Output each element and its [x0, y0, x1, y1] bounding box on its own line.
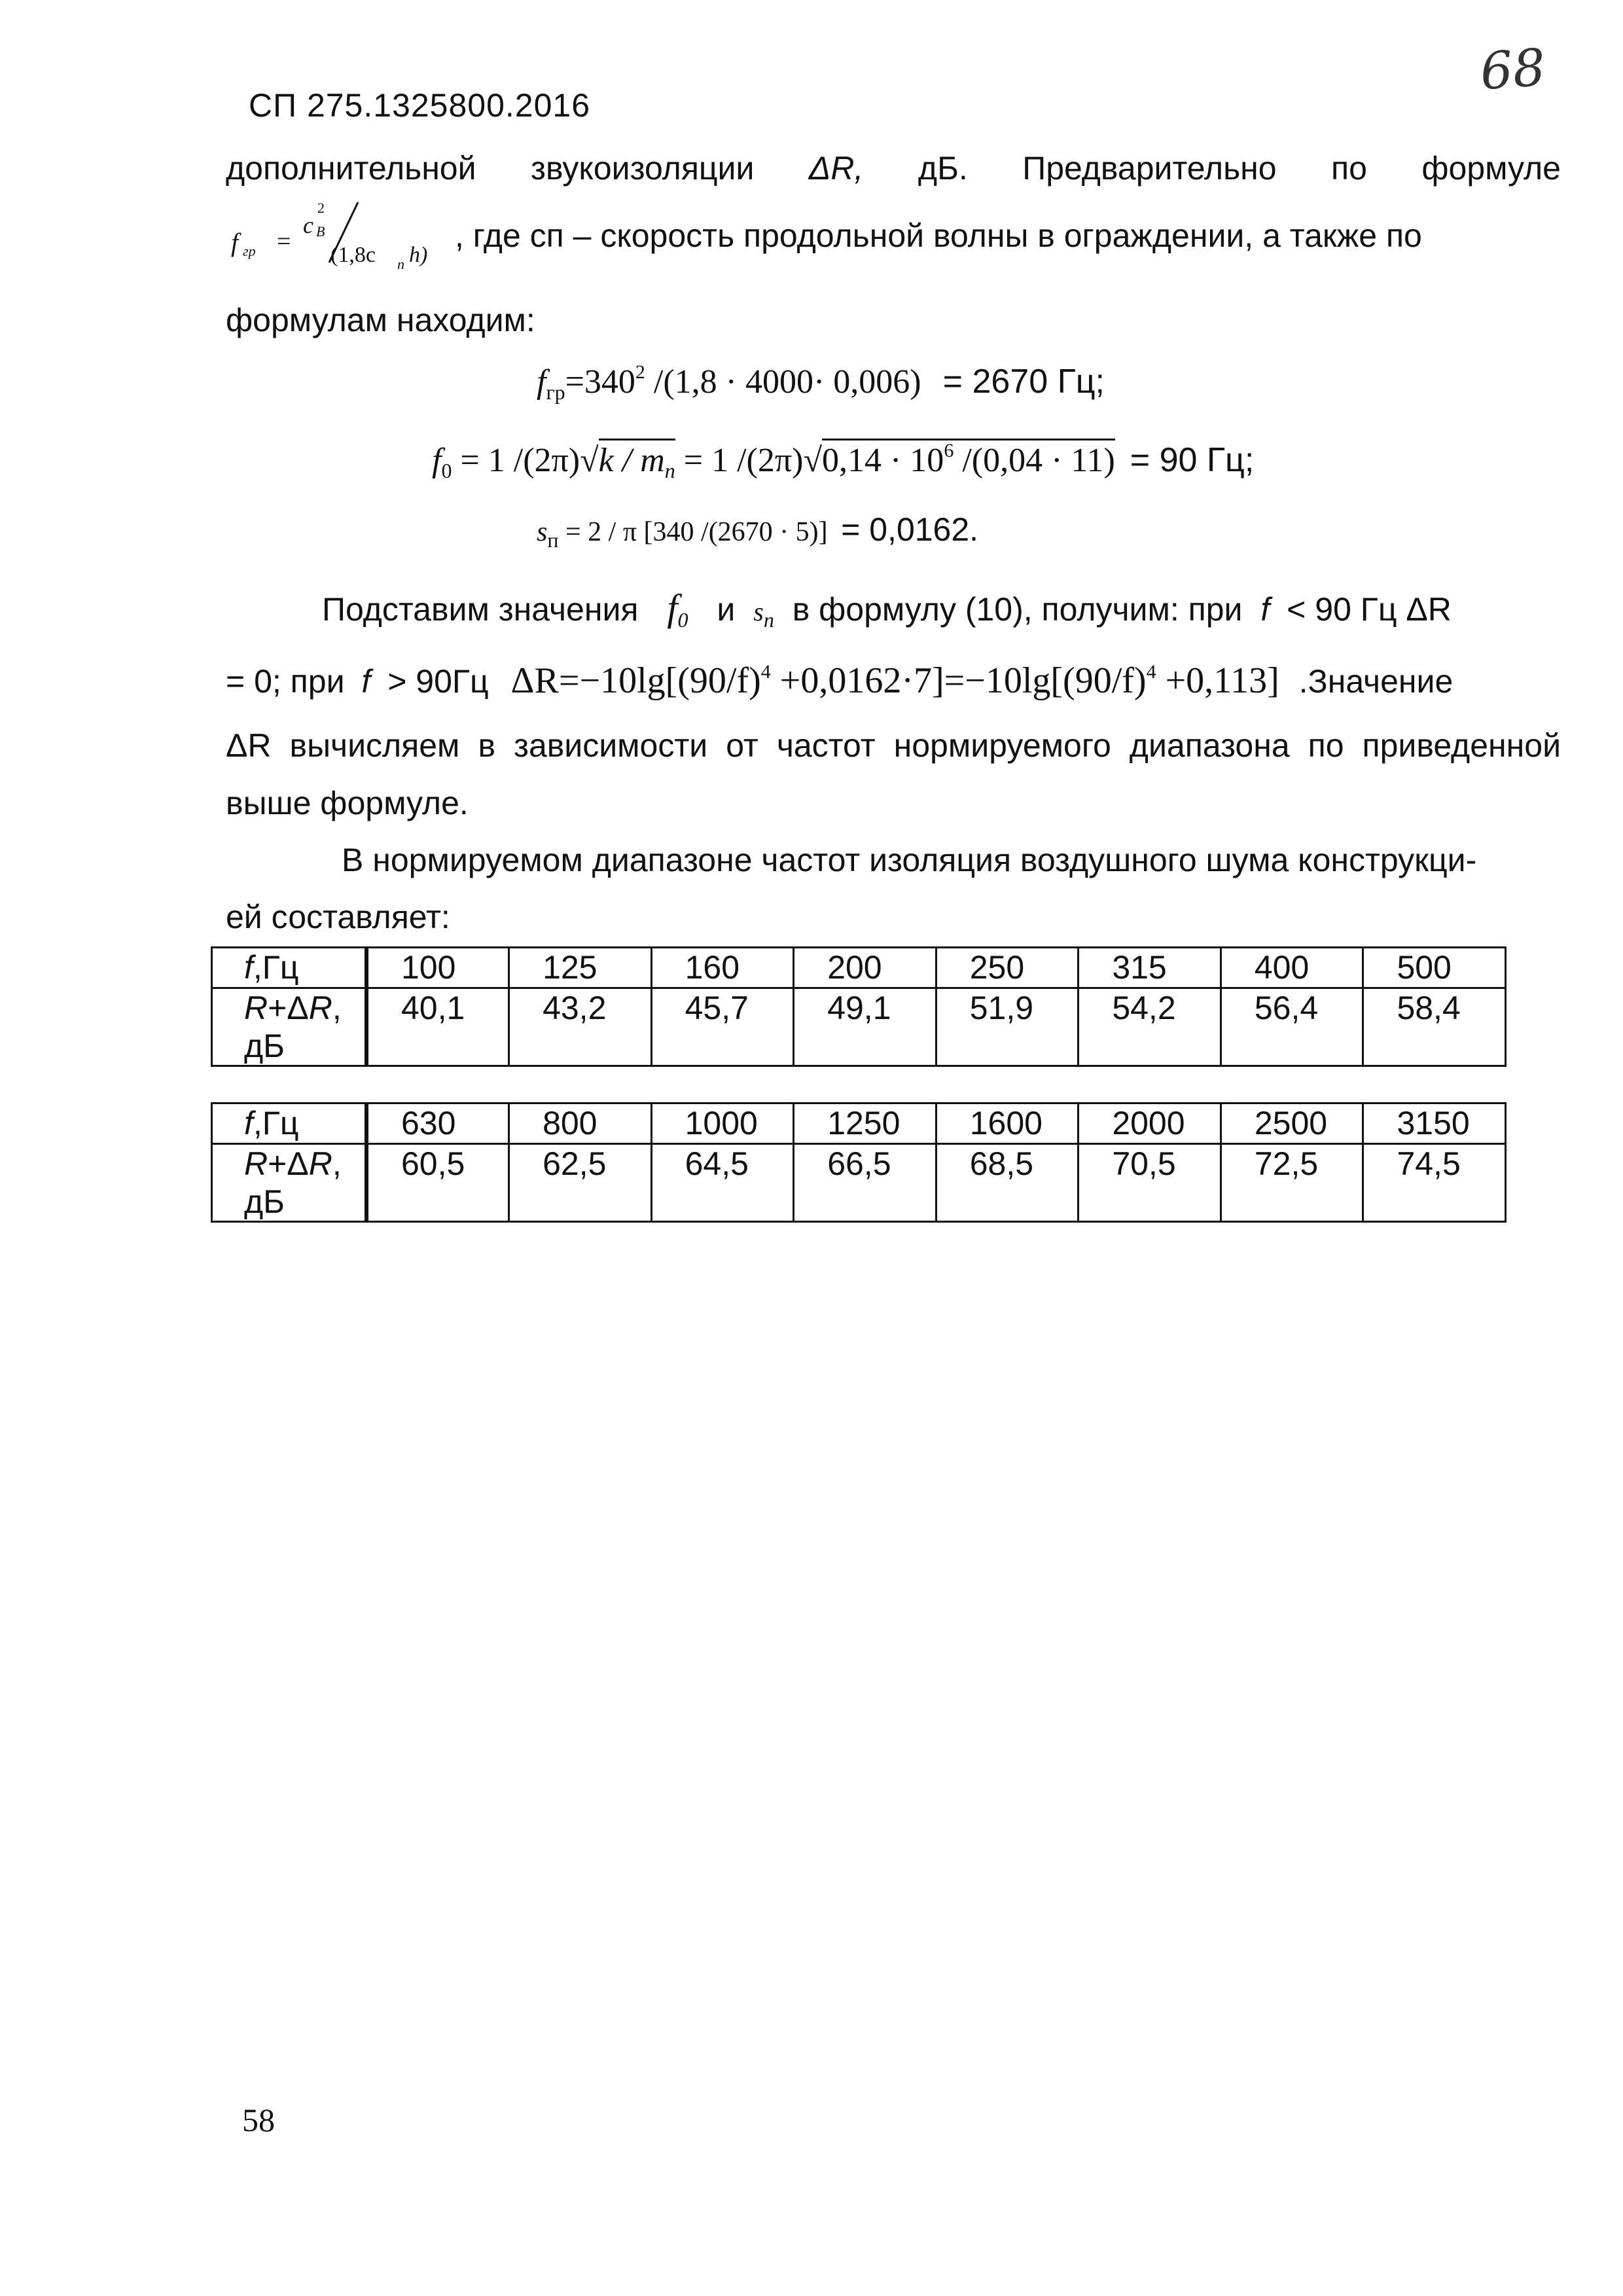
insulation-table-1	[211, 946, 1507, 1067]
table-cell: 74,5	[1363, 1144, 1506, 1222]
eq1-rest: /(1,8 · 4000· 0,006)	[645, 363, 921, 401]
eq2-result: = 90 Гц;	[1130, 441, 1255, 479]
eq2-lhs: f	[432, 442, 442, 479]
table-cell: 70,5	[1079, 1144, 1221, 1222]
table-cell: 400	[1221, 948, 1363, 988]
table-cell: 125	[509, 948, 652, 988]
document-code: СП 275.1325800.2016	[249, 87, 591, 124]
table-cell: 800	[509, 1103, 652, 1144]
table-cell: 45,7	[651, 988, 794, 1066]
table-cell: 49,1	[794, 988, 936, 1066]
formula-f-sub: гр	[243, 243, 256, 259]
formula-num: c	[303, 212, 313, 238]
table-row	[212, 988, 1506, 1066]
para2-line1	[322, 586, 1452, 632]
table-cell: 58,4	[1363, 988, 1506, 1066]
eq1-result: = 2670 Гц;	[942, 363, 1105, 401]
table-row	[212, 1103, 1506, 1144]
table-cell: 1250	[794, 1103, 936, 1144]
table-cell: 3150	[1363, 1103, 1506, 1144]
para2-line3: ΔR вычисляем в зависимости от частот нормируемого диапазона по приведенной	[226, 727, 1561, 764]
table-cell: 2500	[1221, 1103, 1363, 1144]
formula-f: f	[231, 228, 239, 257]
table-cell: 66,5	[794, 1144, 936, 1222]
para3-line1: В нормируемом диапазоне частот изоляция воздушного шума конструкци-	[342, 842, 1477, 878]
table-cell: 200	[794, 948, 936, 988]
page-number: 58	[242, 2102, 275, 2138]
table-cell: 56,4	[1221, 988, 1363, 1066]
para2-sn: $s_п$	[753, 597, 774, 632]
table-cell: 2000	[1079, 1103, 1221, 1144]
table-cell: 160	[651, 948, 794, 988]
formula-den-sub: п	[397, 256, 404, 272]
equation-1	[537, 361, 1105, 404]
para3-line2: ей составляет:	[226, 899, 450, 935]
table-cell: 250	[936, 948, 1079, 988]
table-row	[212, 948, 1506, 988]
table-cell: 62,5	[509, 1144, 652, 1222]
para1-line1	[226, 149, 1561, 187]
eq2-mid: = 1 /(2π)	[675, 442, 804, 479]
insulation-table-2	[211, 1102, 1507, 1223]
formula-den: (1,8c	[330, 243, 376, 267]
delta-r-formula: $\Delta R=-10\lg[(90/f)^4 +0,0162\cdot 7]=-10\lg[(90/f)^4 +0,113]$	[510, 660, 1279, 701]
eq1-sub: гр	[546, 380, 565, 404]
eq2-body: = 1 /(2π)	[452, 442, 580, 479]
table-cell: 1000	[651, 1103, 794, 1144]
table-cell: 60,5	[366, 1144, 509, 1222]
eq2-sqrt1: k / $m_п$	[599, 439, 675, 479]
table-cell: 100	[366, 948, 509, 988]
eq1-lhs: f	[537, 363, 546, 401]
table-head-freq: f,Гц	[212, 948, 367, 988]
table-row	[212, 1144, 1506, 1222]
equation-2	[432, 440, 1254, 483]
table-cell: 68,5	[936, 1144, 1079, 1222]
formula-num-sup: 2	[317, 200, 325, 216]
table-cell: 51,9	[936, 988, 1079, 1066]
table-cell: 64,5	[651, 1144, 794, 1222]
para2-line2-f: f	[361, 663, 371, 700]
table-head-value: R+ΔR, дБ	[212, 1144, 367, 1222]
para2-text-d: < 90 Гц ΔR	[1287, 591, 1452, 628]
table-cell: 500	[1363, 948, 1506, 988]
eq2-sqrt2: $0,14 \cdot 10^6$ /(0,04 · 11)	[821, 440, 1115, 479]
eq3-result: = 0,0162.	[841, 511, 979, 548]
formula-eq: =	[277, 228, 291, 255]
equation-3	[537, 511, 978, 552]
eq1-sup: 2	[635, 361, 645, 383]
para2-line2-b: > 90Гц	[387, 663, 489, 700]
para2-f: f	[1260, 591, 1270, 628]
para1-line2	[226, 200, 1561, 272]
eq1-body: =340	[565, 363, 635, 401]
eq3-lhs: s	[537, 517, 548, 547]
sqrt-sign-1: √	[580, 442, 599, 479]
word: звукоизоляции	[531, 150, 755, 187]
table-cell: 40,1	[366, 988, 509, 1066]
table-cell: 315	[1079, 948, 1221, 988]
para1-line2-text: , где сп – скорость продольной волны в ограждении, а также по	[455, 217, 1422, 254]
formula-num-sub: B	[316, 223, 325, 240]
para2-f0: $f_0$	[667, 586, 688, 632]
word: Предварительно	[1022, 150, 1277, 187]
sqrt-sign-2: √	[803, 442, 822, 479]
para2-and: и	[717, 591, 736, 628]
para2-text-a: Подставим значения	[322, 591, 639, 628]
word: дополнительной	[226, 150, 476, 187]
table-cell: 72,5	[1221, 1144, 1363, 1222]
word: ΔR,	[808, 150, 864, 187]
para2-line4: выше формуле.	[226, 785, 469, 821]
para2-text-b: в формулу (10), получим: при	[792, 591, 1243, 628]
eq3-sub: п	[547, 528, 559, 552]
table-cell: 43,2	[509, 988, 652, 1066]
para2-line2-tail: .Значение	[1298, 663, 1454, 700]
word: по	[1331, 150, 1367, 187]
table-cell: 630	[366, 1103, 509, 1144]
formula-den-end: h)	[409, 243, 428, 267]
word: дБ.	[918, 150, 968, 187]
table-cell: 1600	[936, 1103, 1079, 1144]
table-head-value: R+ΔR, дБ	[212, 988, 367, 1066]
eq3-body: = 2 / π [340 /(2670 · 5)]	[558, 517, 828, 547]
para2-line2	[226, 660, 1453, 702]
table-head-freq: f,Гц	[212, 1103, 367, 1144]
eq2-sub: 0	[441, 459, 452, 482]
para2-line2-a: = 0; при	[226, 663, 345, 700]
para1-line3: формулам находим:	[226, 302, 535, 338]
table-cell: 54,2	[1079, 988, 1221, 1066]
handwritten-page-number: 68	[1478, 38, 1548, 102]
word: формуле	[1421, 150, 1561, 187]
